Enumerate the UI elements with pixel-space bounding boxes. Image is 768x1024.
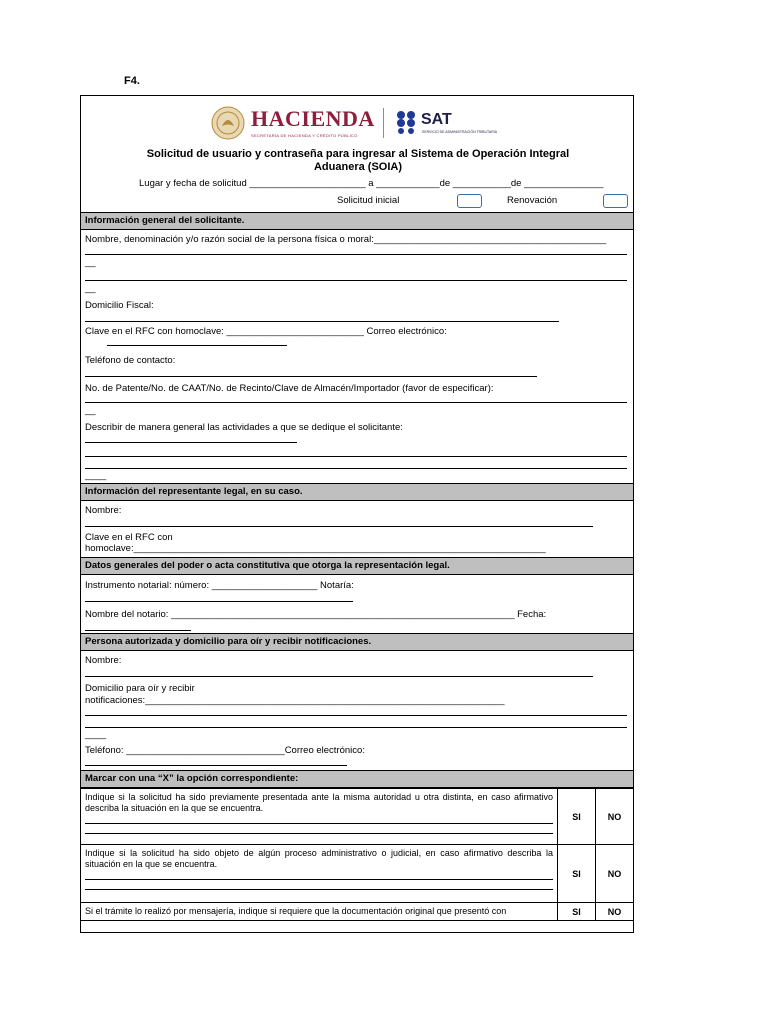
no-option[interactable]: NO: [596, 789, 634, 845]
question-text: Indique si la solicitud ha sido previamente presentada ante la misma autoridad u otra distinta, en caso afirmativo describa la situación en la que se encuentra.: [85, 792, 553, 813]
answer-line[interactable]: [85, 880, 553, 890]
soia-request-form: [80, 95, 634, 933]
sat-subtitle: SERVICIO DE ADMINISTRACIÓN TRIBUTARIA: [422, 130, 498, 134]
representante-nombre-line[interactable]: [85, 526, 593, 527]
question-cell: [81, 845, 558, 903]
form-code: F4.: [124, 75, 140, 87]
logo-divider: [383, 108, 384, 138]
representante-rfc-field[interactable]: homoclave:______________________________________________________________________________: [85, 543, 546, 554]
questions-table: [81, 788, 633, 921]
fecha-line[interactable]: [85, 630, 191, 631]
notario-fecha-field[interactable]: Nombre del notario: _________________________________________________________________ Fecha:: [85, 609, 547, 620]
answer-line[interactable]: [85, 824, 553, 834]
persona-correo-line[interactable]: [85, 765, 347, 766]
form-title: [121, 148, 595, 174]
question-cell: [81, 903, 558, 921]
persona-domicilio-label: Domicilio para oír y recibir: [85, 683, 195, 694]
form-header: [81, 96, 633, 213]
form-title-line2: Aduanera (SOIA): [313, 161, 402, 173]
actividades-line[interactable]: [85, 456, 627, 457]
section-poder: [81, 575, 633, 633]
lugar-fecha-field[interactable]: Lugar y fecha de solicitud ______________________ a ____________de ___________de _______________: [139, 178, 604, 189]
hacienda-logo-text: HACIENDA: [251, 106, 375, 131]
question-cell: [81, 789, 558, 845]
form-title-line1: Solicitud de usuario y contraseña para ingresar al Sistema de Operación Integral: [146, 148, 570, 160]
patente-line[interactable]: [85, 402, 627, 403]
no-option[interactable]: NO: [596, 845, 634, 903]
instrumento-notarial-field[interactable]: Instrumento notarial: número: ____________________ Notaría:: [85, 580, 354, 591]
section-representante-title: Información del representante legal, en su caso.: [81, 483, 633, 501]
dash-text: __: [85, 283, 96, 294]
sat-logo-text: SAT: [421, 111, 452, 128]
telefono-label: Teléfono de contacto:: [85, 355, 176, 366]
no-option[interactable]: NO: [596, 903, 634, 921]
domicilio-fiscal-line[interactable]: [85, 321, 559, 322]
persona-nombre-label: Nombre:: [85, 655, 122, 666]
actividades-label: Describir de manera general las actividades a que se dedique el solicitante:: [85, 422, 403, 433]
dash-text: ____: [85, 470, 107, 481]
section-marcar-title: Marcar con una “X” la opción correspondiente:: [81, 770, 633, 788]
actividades-line[interactable]: [85, 468, 627, 469]
section-general-title: Información general del solicitante.: [81, 213, 633, 230]
dash-text: __: [85, 257, 96, 268]
representante-nombre-label: Nombre:: [85, 505, 122, 516]
patente-label: No. de Patente/No. de CAAT/No. de Recinto/Clave de Almacén/Importador (favor de especificar):: [85, 383, 494, 394]
domicilio-fiscal-label: Domicilio Fiscal:: [85, 300, 154, 311]
question-text: Indique si la solicitud ha sido objeto de algún proceso administrativo o judicial, en caso afirmativo describa la situación en la que se encuentra.: [85, 848, 553, 869]
section-persona-title: Persona autorizada y domicilio para oír y recibir notificaciones.: [81, 633, 633, 651]
table-row: [81, 845, 633, 903]
fill-line[interactable]: [85, 254, 627, 255]
fill-line[interactable]: [85, 280, 627, 281]
telefono-line[interactable]: [85, 376, 537, 377]
si-option[interactable]: SI: [558, 903, 596, 921]
sat-logo-icon: [395, 110, 419, 134]
logo-row: [211, 106, 511, 142]
persona-telefono-correo-field[interactable]: Teléfono: ______________________________Correo electrónico:: [85, 745, 365, 756]
renovacion-checkbox[interactable]: [603, 194, 628, 208]
question-text: Si el trámite lo realizó por mensajería, indique si requiere que la documentación original que presentó con: [85, 906, 507, 916]
table-row: [81, 789, 633, 845]
solicitud-inicial-label: Solicitud inicial: [337, 195, 400, 206]
dash-text: __: [85, 405, 96, 416]
correo-line[interactable]: [107, 345, 287, 346]
persona-nombre-line[interactable]: [85, 676, 593, 677]
answer-line[interactable]: [85, 814, 553, 824]
domicilio-line[interactable]: [85, 715, 627, 716]
solicitud-inicial-checkbox[interactable]: [457, 194, 482, 208]
nombre-field[interactable]: Nombre, denominación y/o razón social de la persona física o moral:____________________________________________: [85, 234, 607, 245]
actividades-line[interactable]: [85, 442, 297, 443]
section-persona: [81, 651, 633, 770]
hacienda-subtitle: SECRETARÍA DE HACIENDA Y CRÉDITO PÚBLICO: [251, 133, 358, 138]
representante-rfc-label: Clave en el RFC con: [85, 532, 173, 543]
renovacion-label: Renovación: [507, 195, 558, 206]
table-row: [81, 903, 633, 921]
section-representante: [81, 501, 633, 557]
persona-domicilio-field[interactable]: notificaciones:____________________________________________________________________: [85, 695, 505, 706]
dash-text: ____: [85, 729, 107, 740]
si-option[interactable]: SI: [558, 845, 596, 903]
rfc-correo-field[interactable]: Clave en el RFC con homoclave: __________________________ Correo electrónico:: [85, 326, 447, 337]
answer-line[interactable]: [85, 870, 553, 880]
section-poder-title: Datos generales del poder o acta constitutiva que otorga la representación legal.: [81, 557, 633, 575]
mexico-seal-icon: [211, 106, 245, 140]
domicilio-line[interactable]: [85, 727, 627, 728]
section-general: [81, 230, 633, 483]
notaria-line[interactable]: [85, 601, 353, 602]
si-option[interactable]: SI: [558, 789, 596, 845]
